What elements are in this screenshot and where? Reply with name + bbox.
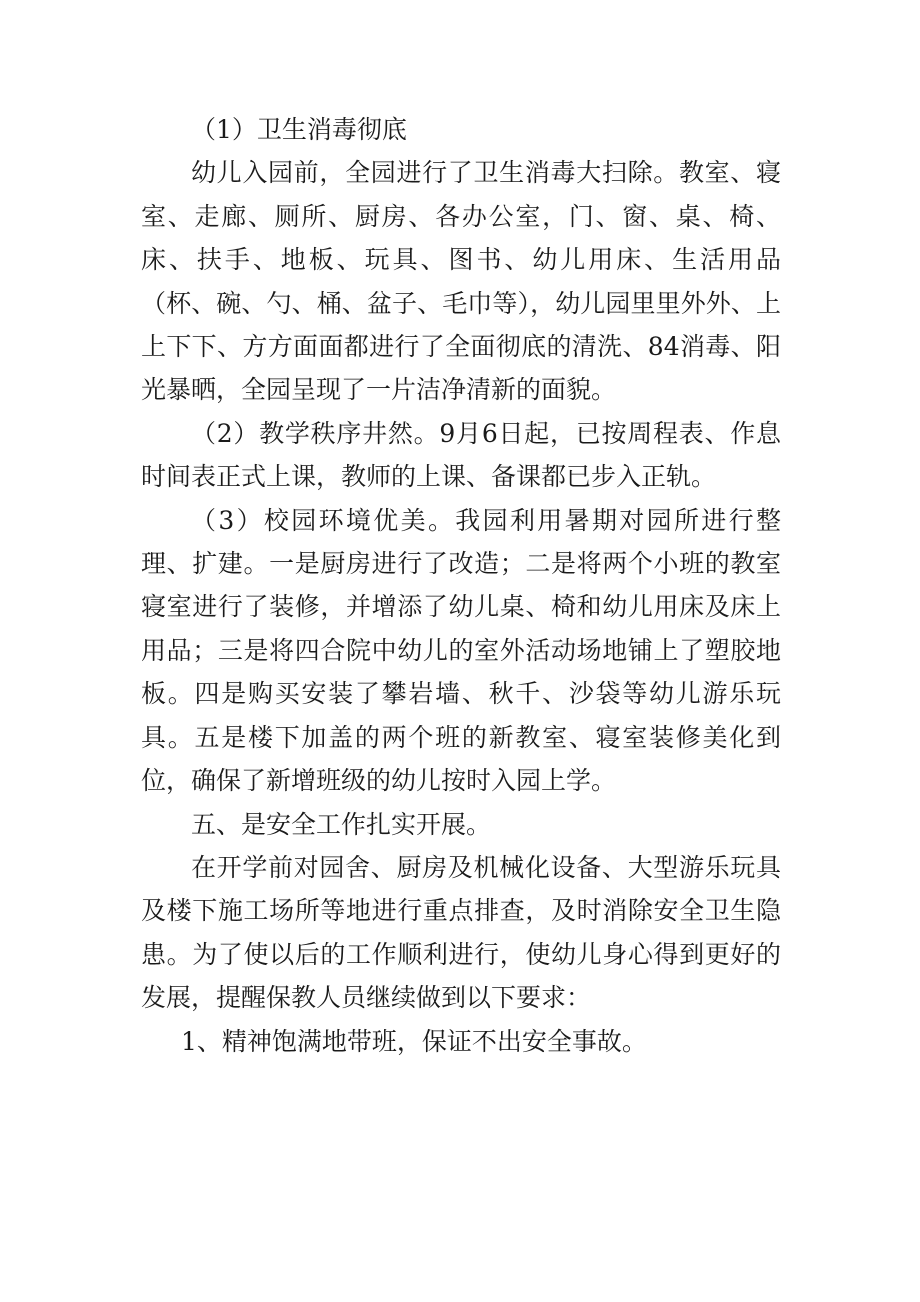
paragraph-teaching-order: （2）教学秩序井然。9月6日起，已按周程表、作息时间表正式上课，教师的上课、备课都已步入正轨。 bbox=[141, 418, 781, 492]
section-heading-hygiene: （1）卫生消毒彻底 bbox=[191, 115, 407, 144]
paragraph-hygiene-details: 幼儿入园前，全园进行了卫生消毒大扫除。教室、寝室、走廊、厕所、厨房、各办公室，门、窗、桌、椅、床、扶手、地板、玩具、图书、幼儿用床、生活用品（杯、碗、勺、桶、盆子、毛巾等），幼儿园里里外外、上上下下、方方面面都进行了全面彻底的清洗、84消毒、阳光暴晒，全园呈现了一片洁净清新的面貌。 bbox=[141, 158, 781, 405]
paragraph-campus-environment: （3）校园环境优美。我园利用暑期对园所进行整理、扩建。一是厨房进行了改造；二是将两个小班的教室寝室进行了装修，并增添了幼儿桌、椅和幼儿用床及床上用品；三是将四合院中幼儿的室外活动场地铺上了塑胶地板。四是购买安装了攀岩墙、秋千、沙袋等幼儿游乐玩具。五是楼下加盖的两个班的新教室、寝室装修美化到位，确保了新增班级的幼儿按时入园上学。 bbox=[141, 505, 781, 796]
document-body bbox=[141, 108, 781, 1063]
section-heading-safety: 五、是安全工作扎实开展。 bbox=[191, 809, 492, 839]
list-item-requirement-1: 1、精神饱满地带班，保证不出安全事故。 bbox=[181, 1026, 647, 1056]
paragraph-safety-inspection: 在开学前对园舍、厨房及机械化设备、大型游乐玩具及楼下施工场所等地进行重点排查，及时消除安全卫生隐患。为了使以后的工作顺利进行，使幼儿身心得到更好的发展，提醒保教人员继续做到以下要求： bbox=[141, 852, 781, 1013]
